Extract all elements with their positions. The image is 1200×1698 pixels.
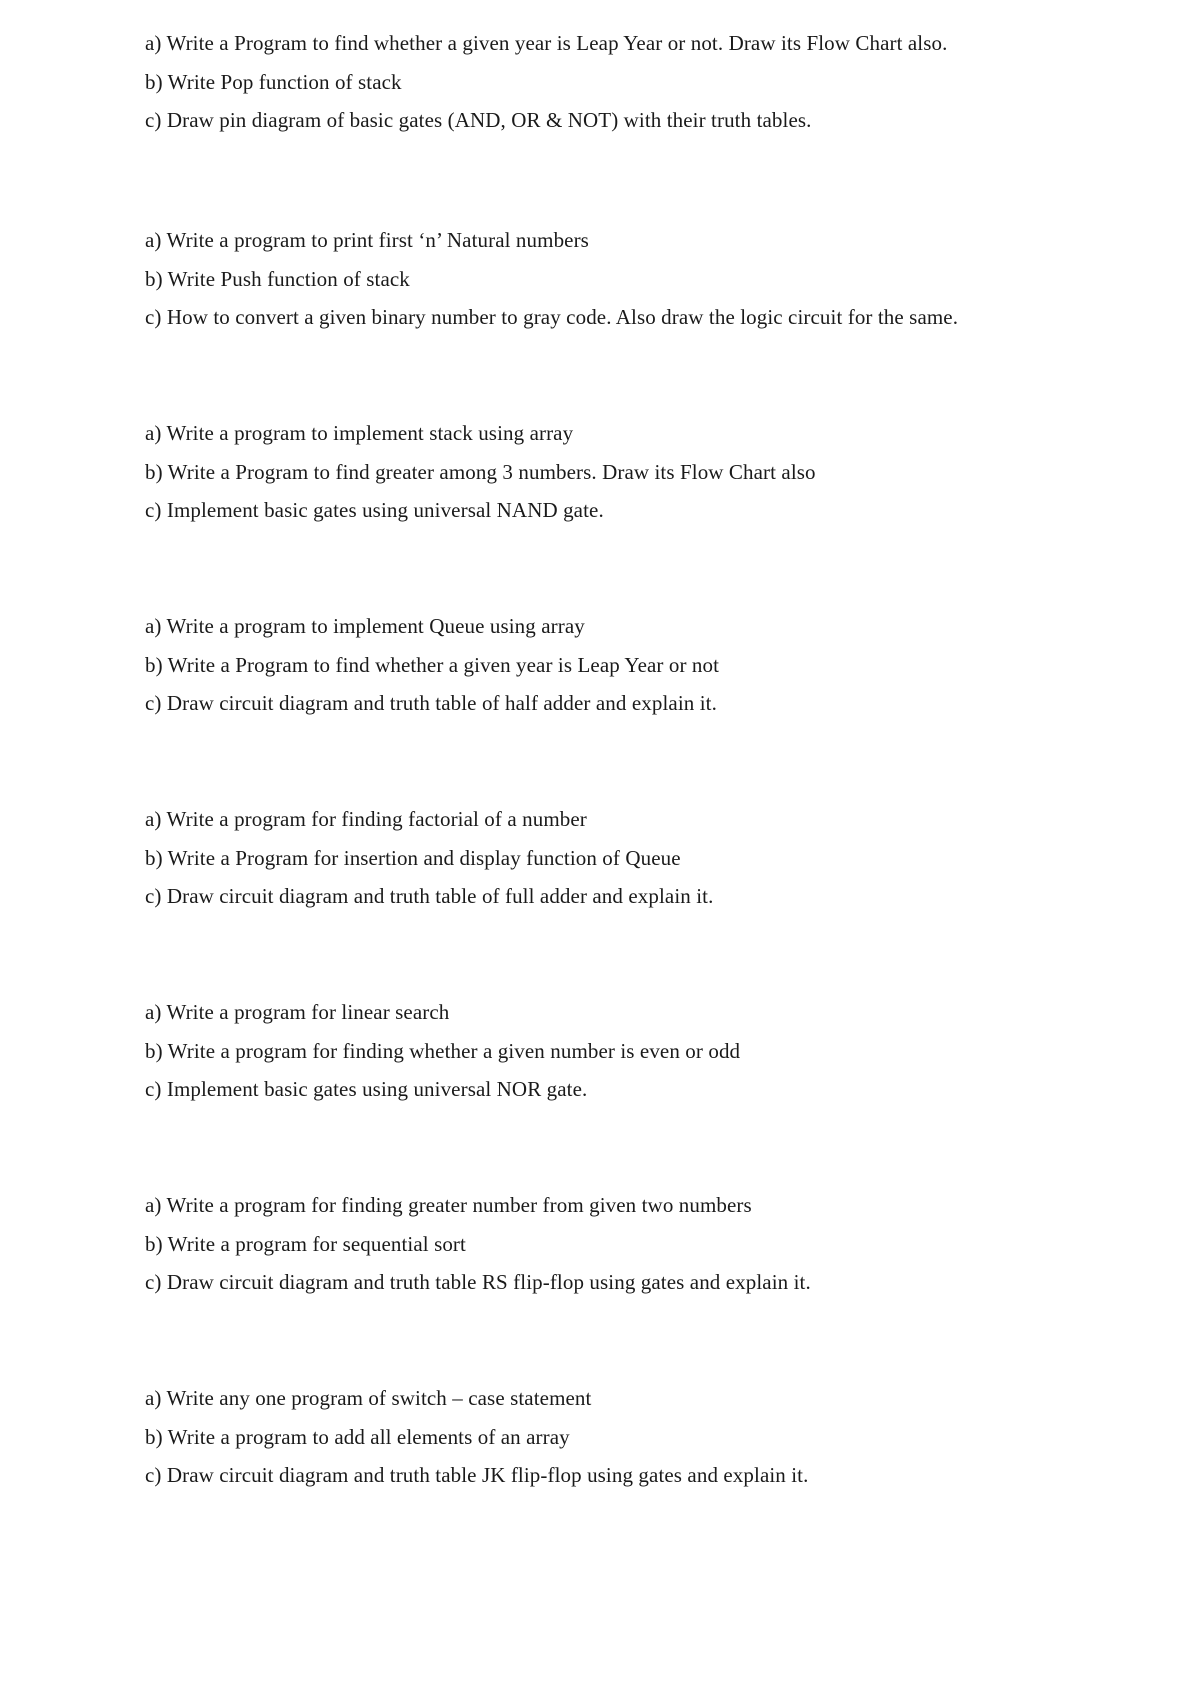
question-item-c: c) Draw circuit diagram and truth table of half adder and explain it. bbox=[145, 691, 717, 715]
question-item-b: b) Write a program for finding whether a given number is even or odd bbox=[145, 1039, 741, 1063]
question-item-c: c) Draw pin diagram of basic gates (AND, OR & NOT) with their truth tables. bbox=[145, 108, 812, 132]
question-item-b: b) Write a Program to find greater among 3 numbers. Draw its Flow Chart also bbox=[145, 460, 816, 484]
question-item-b: b) Write Pop function of stack bbox=[145, 70, 402, 94]
question-item-a: a) Write a program to implement Queue using array bbox=[145, 614, 585, 638]
question-item-a: a) Write a program to print first ‘n’ Natural numbers bbox=[145, 228, 589, 252]
question-item-c: c) Draw circuit diagram and truth table RS flip-flop using gates and explain it. bbox=[145, 1270, 811, 1294]
question-item-a: a) Write a program to implement stack using array bbox=[145, 421, 574, 445]
question-item-c: c) Draw circuit diagram and truth table JK flip-flop using gates and explain it. bbox=[145, 1463, 809, 1487]
question-item-b: b) Write a program to add all elements of an array bbox=[145, 1425, 570, 1449]
question-item-b: b) Write a program for sequential sort bbox=[145, 1232, 466, 1256]
question-item-c: c) Implement basic gates using universal NAND gate. bbox=[145, 498, 604, 522]
question-item-a: a) Write a program for finding factorial of a number bbox=[145, 807, 587, 831]
question-item-b: b) Write a Program to find whether a given year is Leap Year or not bbox=[145, 653, 720, 677]
question-item-c: c) Implement basic gates using universal NOR gate. bbox=[145, 1077, 588, 1101]
question-item-b: b) Write Push function of stack bbox=[145, 267, 410, 291]
question-item-a: a) Write a Program to find whether a given year is Leap Year or not. Draw its Flow Chart also. bbox=[145, 31, 948, 55]
question-item-a: a) Write a program for linear search bbox=[145, 1000, 450, 1024]
question-item-c: c) How to convert a given binary number to gray code. Also draw the logic circuit for the same. bbox=[145, 305, 959, 329]
question-item-a: a) Write any one program of switch – case statement bbox=[145, 1386, 592, 1410]
question-item-c: c) Draw circuit diagram and truth table of full adder and explain it. bbox=[145, 884, 714, 908]
question-item-a: a) Write a program for finding greater number from given two numbers bbox=[145, 1193, 752, 1217]
question-item-b: b) Write a Program for insertion and display function of Queue bbox=[145, 846, 681, 870]
